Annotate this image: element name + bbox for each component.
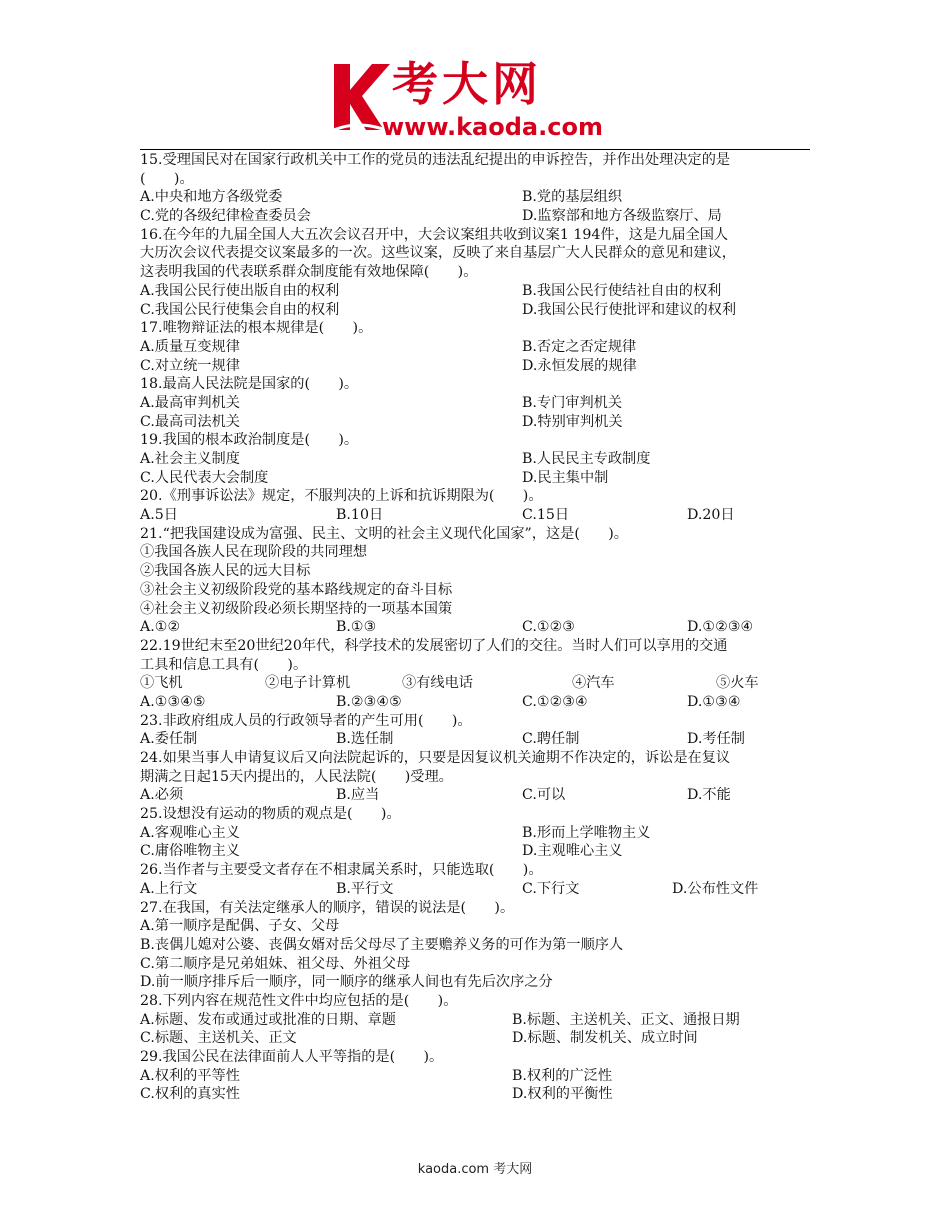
option-c: C.第二顺序是兄弟姐妹、祖父母、外祖父母 [140, 955, 411, 972]
page-footer: kaoda.com 考大网 [417, 1162, 533, 1177]
option-d: D.20日 [687, 507, 735, 524]
option-b: B.应当 [336, 787, 380, 804]
option-a: A.上行文 [140, 880, 198, 897]
question-text: 这表明我国的代表联系群众制度能有效地保障( )。 [140, 264, 478, 281]
option-a: A.最高审判机关 [140, 394, 240, 411]
question-text: 期满之日起15天内提出的，人民法院( )受理。 [140, 768, 453, 785]
question-text: 24.如果当事人申请复议后又向法院起诉的，只要是因复议机关逾期不作决定的，诉讼是在复议 [140, 750, 731, 766]
question-text: 29.我国公民在法律面前人人平等指的是( )。 [140, 1049, 444, 1065]
option-a: A.权利的平等性 [140, 1067, 240, 1084]
option-c: C.下行文 [522, 880, 580, 897]
question-text: 27.在我国，有关法定继承人的顺序，错误的说法是( )。 [140, 899, 515, 916]
question-list [140, 151, 820, 1104]
option-b: B.丧偶儿媳对公婆、丧偶女婿对岳父母尽了主要赡养义务的可作为第一顺序人 [140, 936, 624, 953]
statement-item: ②电子计算机 [265, 675, 351, 692]
logo-title: 考大网 [392, 57, 542, 111]
question-stem [140, 151, 820, 170]
option-b: B.平行文 [336, 880, 394, 897]
question-text: 16.在今年的九届全国人大五次会议召开中，大会议案组共收到议案1 194件，这是九届全国人 [140, 226, 729, 243]
option-d: D.权利的平衡性 [512, 1086, 613, 1103]
option-a: A.①② [140, 619, 181, 636]
question-text: 15.受理国民对在国家行政机关中工作的党员的违法乱纪提出的申诉控告，并作出处理决定的是 [140, 152, 731, 168]
question-text: 21.“把我国建设成为富强、民主、文明的社会主义现代化国家”，这是( )。 [140, 525, 628, 542]
option-c: C.可以 [522, 787, 566, 804]
option-b: B.形而上学唯物主义 [522, 824, 651, 841]
statement-item: ①我国各族人民在现阶段的共同理想 [140, 544, 368, 561]
page-header [0, 0, 950, 150]
option-d: D.不能 [687, 787, 731, 804]
option-b: B.①③ [336, 619, 377, 636]
option-c: C.权利的真实性 [140, 1086, 240, 1103]
statement-item: ④社会主义初级阶段必须长期坚持的一项基本国策 [140, 600, 453, 617]
option-d: D.我国公民行使批评和建议的权利 [522, 301, 737, 318]
question-text: 20.《刑事诉讼法》规定，不服判决的上诉和抗诉期限为( )。 [140, 488, 543, 505]
option-c: C.标题、主送机关、正文 [140, 1030, 297, 1047]
option-c: C.聘任制 [522, 731, 580, 748]
question-text: 23.非政府组成人员的行政领导者的产生可用( )。 [140, 712, 472, 729]
option-b: B.党的基层组织 [522, 189, 623, 206]
option-c: C.党的各级纪律检查委员会 [140, 208, 311, 225]
option-a: A.质量互变规律 [140, 338, 240, 355]
option-c: C.庸俗唯物主义 [140, 843, 240, 860]
option-c: C.15日 [522, 507, 570, 524]
option-c: C.对立统一规律 [140, 357, 240, 374]
option-a: A.社会主义制度 [140, 451, 240, 467]
option-d: D.民主集中制 [522, 469, 609, 486]
option-d: D.监察部和地方各级监察厅、局 [522, 208, 722, 225]
option-b: B.专门审判机关 [522, 394, 623, 411]
logo-url: www.kaoda.com [382, 113, 603, 141]
statement-item: ⑤火车 [716, 675, 759, 692]
option-a: A.标题、发布或通过或批准的日期、章题 [140, 1011, 396, 1028]
option-b: B.标题、主送机关、正文、通报日期 [512, 1011, 740, 1028]
option-b: B.我国公民行使结社自由的权利 [522, 282, 722, 299]
option-a: A.必须 [140, 787, 184, 804]
option-c: C.我国公民行使集会自由的权利 [140, 301, 340, 318]
option-d: D.永恒发展的规律 [522, 357, 637, 374]
option-d: D.标题、制发机关、成立时间 [512, 1030, 698, 1047]
question-text: 22.19世纪末至20世纪20年代，科学技术的发展密切了人们的交往。当时人们可以享用的交通 [140, 637, 728, 654]
statement-item: ③社会主义初级阶段党的基本路线规定的奋斗目标 [140, 581, 453, 598]
option-c: C.人民代表大会制度 [140, 469, 269, 486]
option-d: D.主观唯心主义 [522, 843, 623, 860]
question-text: 工具和信息工具有( )。 [140, 656, 308, 673]
option-d: D.①③④ [687, 693, 741, 710]
option-b: B.权利的广泛性 [512, 1067, 613, 1084]
question-text: 17.唯物辩证法的根本规律是( )。 [140, 320, 373, 337]
option-d: D.特别审判机关 [522, 413, 623, 430]
option-b: B.否定之否定规律 [522, 338, 637, 355]
statement-item: ④汽车 [572, 675, 615, 692]
option-c: C.①②③④ [522, 693, 588, 710]
option-d: D.考任制 [687, 731, 745, 748]
question-text: 26.当作者与主要受文者存在不相隶属关系时，只能选取( )。 [140, 862, 543, 879]
option-a: A.5日 [140, 507, 178, 524]
option-d: D.公布性文件 [672, 880, 759, 897]
question-text: 28.下列内容在规范性文件中均应包括的是( )。 [140, 992, 458, 1009]
option-d: D.前一顺序排斥后一顺序，同一顺序的继承人间也有先后次序之分 [140, 974, 553, 991]
option-a: A.委任制 [140, 731, 198, 748]
option-a: A.我国公民行使出版自由的权利 [140, 282, 340, 299]
option-c: C.①②③ [522, 619, 576, 636]
option-a: A.①③④⑤ [140, 693, 206, 710]
option-a: A.客观唯心主义 [140, 824, 240, 841]
option-c: C.最高司法机关 [140, 413, 240, 430]
question-text: 25.设想没有运动的物质的观点是( )。 [140, 806, 401, 823]
header-divider [140, 149, 810, 150]
option-a: A.第一顺序是配偶、子女、父母 [140, 918, 340, 935]
statement-item: ②我国各族人民的远大目标 [140, 563, 311, 580]
question-text: 18.最高人民法院是国家的( )。 [140, 376, 359, 393]
statement-item: ③有线电话 [402, 675, 473, 692]
option-d: D.①②③④ [687, 619, 754, 636]
option-b: B.人民民主专政制度 [522, 451, 651, 467]
option-a: A.中央和地方各级党委 [140, 189, 283, 206]
question-text: ( )。 [140, 170, 194, 187]
question-text: 19.我国的根本政治制度是( )。 [140, 432, 359, 449]
question-text: 大历次会议代表提交议案最多的一次。这些议案，反映了来自基层广大人民群众的意见和建议， [140, 245, 736, 262]
option-b: B.②③④⑤ [336, 693, 402, 710]
option-b: B.选任制 [336, 731, 394, 748]
option-b: B.10日 [336, 507, 384, 524]
statement-item: ①飞机 [140, 675, 183, 692]
